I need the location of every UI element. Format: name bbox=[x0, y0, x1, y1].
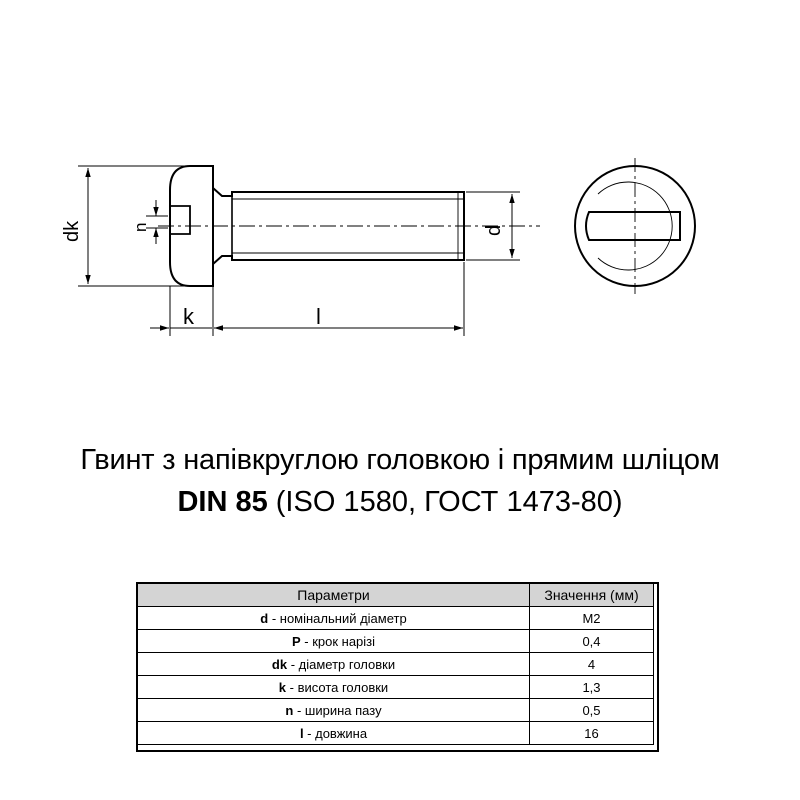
product-title: Гвинт з напівкруглою головкою і прямим шліцом bbox=[80, 444, 720, 476]
k-l-dimension bbox=[150, 262, 464, 336]
param-symbol: l bbox=[299, 725, 304, 741]
param-value: 1,3 bbox=[530, 676, 654, 699]
param-symbol: dk bbox=[271, 656, 288, 672]
l-label: l bbox=[316, 304, 321, 329]
end-view-slot bbox=[586, 212, 680, 240]
param-value: 4 bbox=[530, 653, 654, 676]
param-cell bbox=[138, 722, 530, 745]
parameters-table bbox=[137, 583, 654, 745]
param-description: - діаметр головки bbox=[287, 656, 396, 672]
dk-label: dk bbox=[61, 220, 83, 242]
head-slot bbox=[170, 206, 190, 234]
param-description: - крок нарізі bbox=[300, 633, 376, 649]
param-symbol: k bbox=[278, 679, 287, 695]
param-symbol: P bbox=[291, 633, 301, 649]
header-values: Значення (мм) bbox=[530, 584, 654, 607]
table-row bbox=[138, 630, 654, 653]
n-dimension bbox=[146, 200, 168, 244]
param-cell bbox=[138, 653, 530, 676]
d-label: d bbox=[483, 224, 505, 236]
param-description: - довжина bbox=[303, 725, 368, 741]
title-block bbox=[0, 440, 800, 522]
param-cell bbox=[138, 607, 530, 630]
param-cell bbox=[138, 676, 530, 699]
table-row bbox=[138, 699, 654, 722]
standard-alternates: (ISO 1580, ГОСТ 1473-80) bbox=[275, 486, 623, 518]
param-value: 0,5 bbox=[530, 699, 654, 722]
k-label: k bbox=[183, 304, 194, 329]
param-cell bbox=[138, 630, 530, 653]
param-symbol: d bbox=[260, 610, 269, 626]
table-row bbox=[138, 722, 654, 745]
table-row bbox=[138, 607, 654, 630]
table-row bbox=[138, 653, 654, 676]
param-description: - номінальний діаметр bbox=[268, 610, 407, 626]
param-cell bbox=[138, 699, 530, 722]
param-value: M2 bbox=[530, 607, 654, 630]
table-header-row bbox=[138, 584, 654, 607]
param-symbol: n bbox=[285, 702, 294, 718]
standard-line bbox=[0, 482, 800, 522]
screw-end-view bbox=[575, 158, 695, 294]
param-description: - висота головки bbox=[286, 679, 389, 695]
header-parameters: Параметри bbox=[138, 584, 530, 607]
n-label: n bbox=[131, 222, 150, 232]
param-value: 16 bbox=[530, 722, 654, 745]
standard-code: DIN 85 bbox=[177, 486, 268, 518]
table-row bbox=[138, 676, 654, 699]
param-value: 0,4 bbox=[530, 630, 654, 653]
param-description: - ширина пазу bbox=[293, 702, 382, 718]
